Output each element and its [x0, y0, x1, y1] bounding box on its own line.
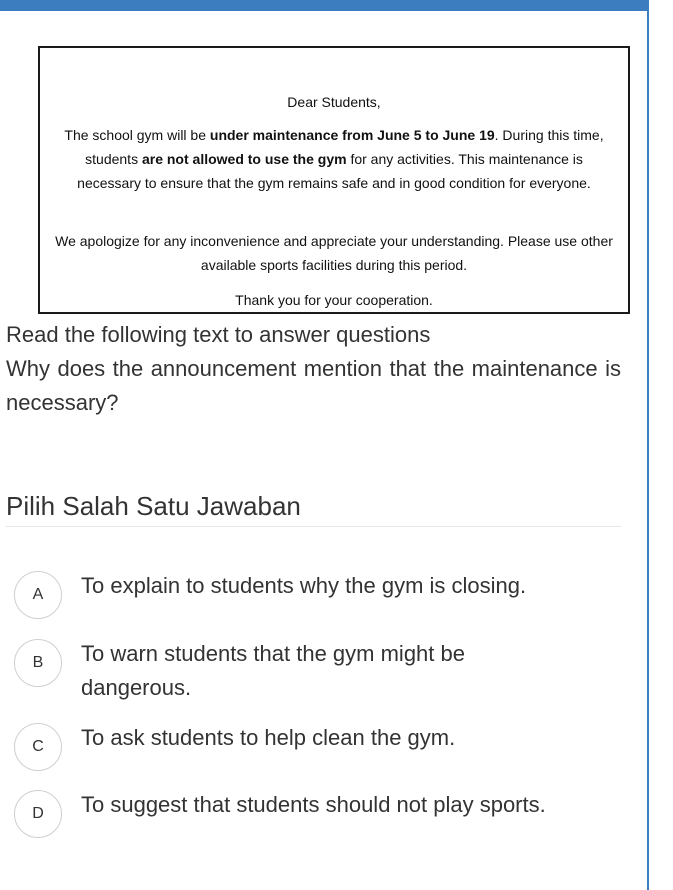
option-letter-badge[interactable]: B [14, 639, 62, 687]
option-text[interactable]: To explain to students why the gym is closing. [81, 573, 527, 598]
answer-heading: Pilih Salah Satu Jawaban [6, 491, 301, 521]
option-text[interactable]: To suggest that students should not play sports. [81, 792, 546, 817]
p1-run: for any activities. This maintenance is necessary to ensure that the gym remains safe and in good condition for everyone. [77, 151, 591, 191]
option-letter-badge[interactable]: C [14, 723, 62, 771]
option-text[interactable]: To warn students that the gym might be dangerous. [81, 641, 465, 700]
right-accent-line [647, 0, 649, 890]
p1-run: . During this time, students [85, 127, 604, 167]
p1-run-bold: under maintenance from June 5 to June 19 [209, 127, 495, 143]
option-letter-badge[interactable]: D [14, 790, 62, 838]
question-text: Why does the announcement mention that the maintenance is necessary? [6, 356, 621, 415]
question-instruction: Read the following text to answer questions [6, 322, 431, 347]
option-text[interactable]: To ask students to help clean the gym. [81, 725, 456, 750]
divider [6, 526, 621, 527]
p1-run: The school gym will be [64, 127, 210, 143]
announcement-paragraph-2: We apologize for any inconvenience and appreciate your understanding. Please use other available sports facilities during this period. [55, 233, 613, 273]
announcement-greeting: Dear Students, [287, 94, 381, 110]
announcement-closing: Thank you for your cooperation. [235, 292, 433, 308]
announcement-paragraph-1 [52, 123, 616, 195]
top-accent-bar [0, 0, 647, 11]
p1-run-bold: are not allowed to use the gym [141, 151, 347, 167]
option-letter-badge[interactable]: A [14, 571, 62, 619]
announcement-image [38, 46, 630, 314]
